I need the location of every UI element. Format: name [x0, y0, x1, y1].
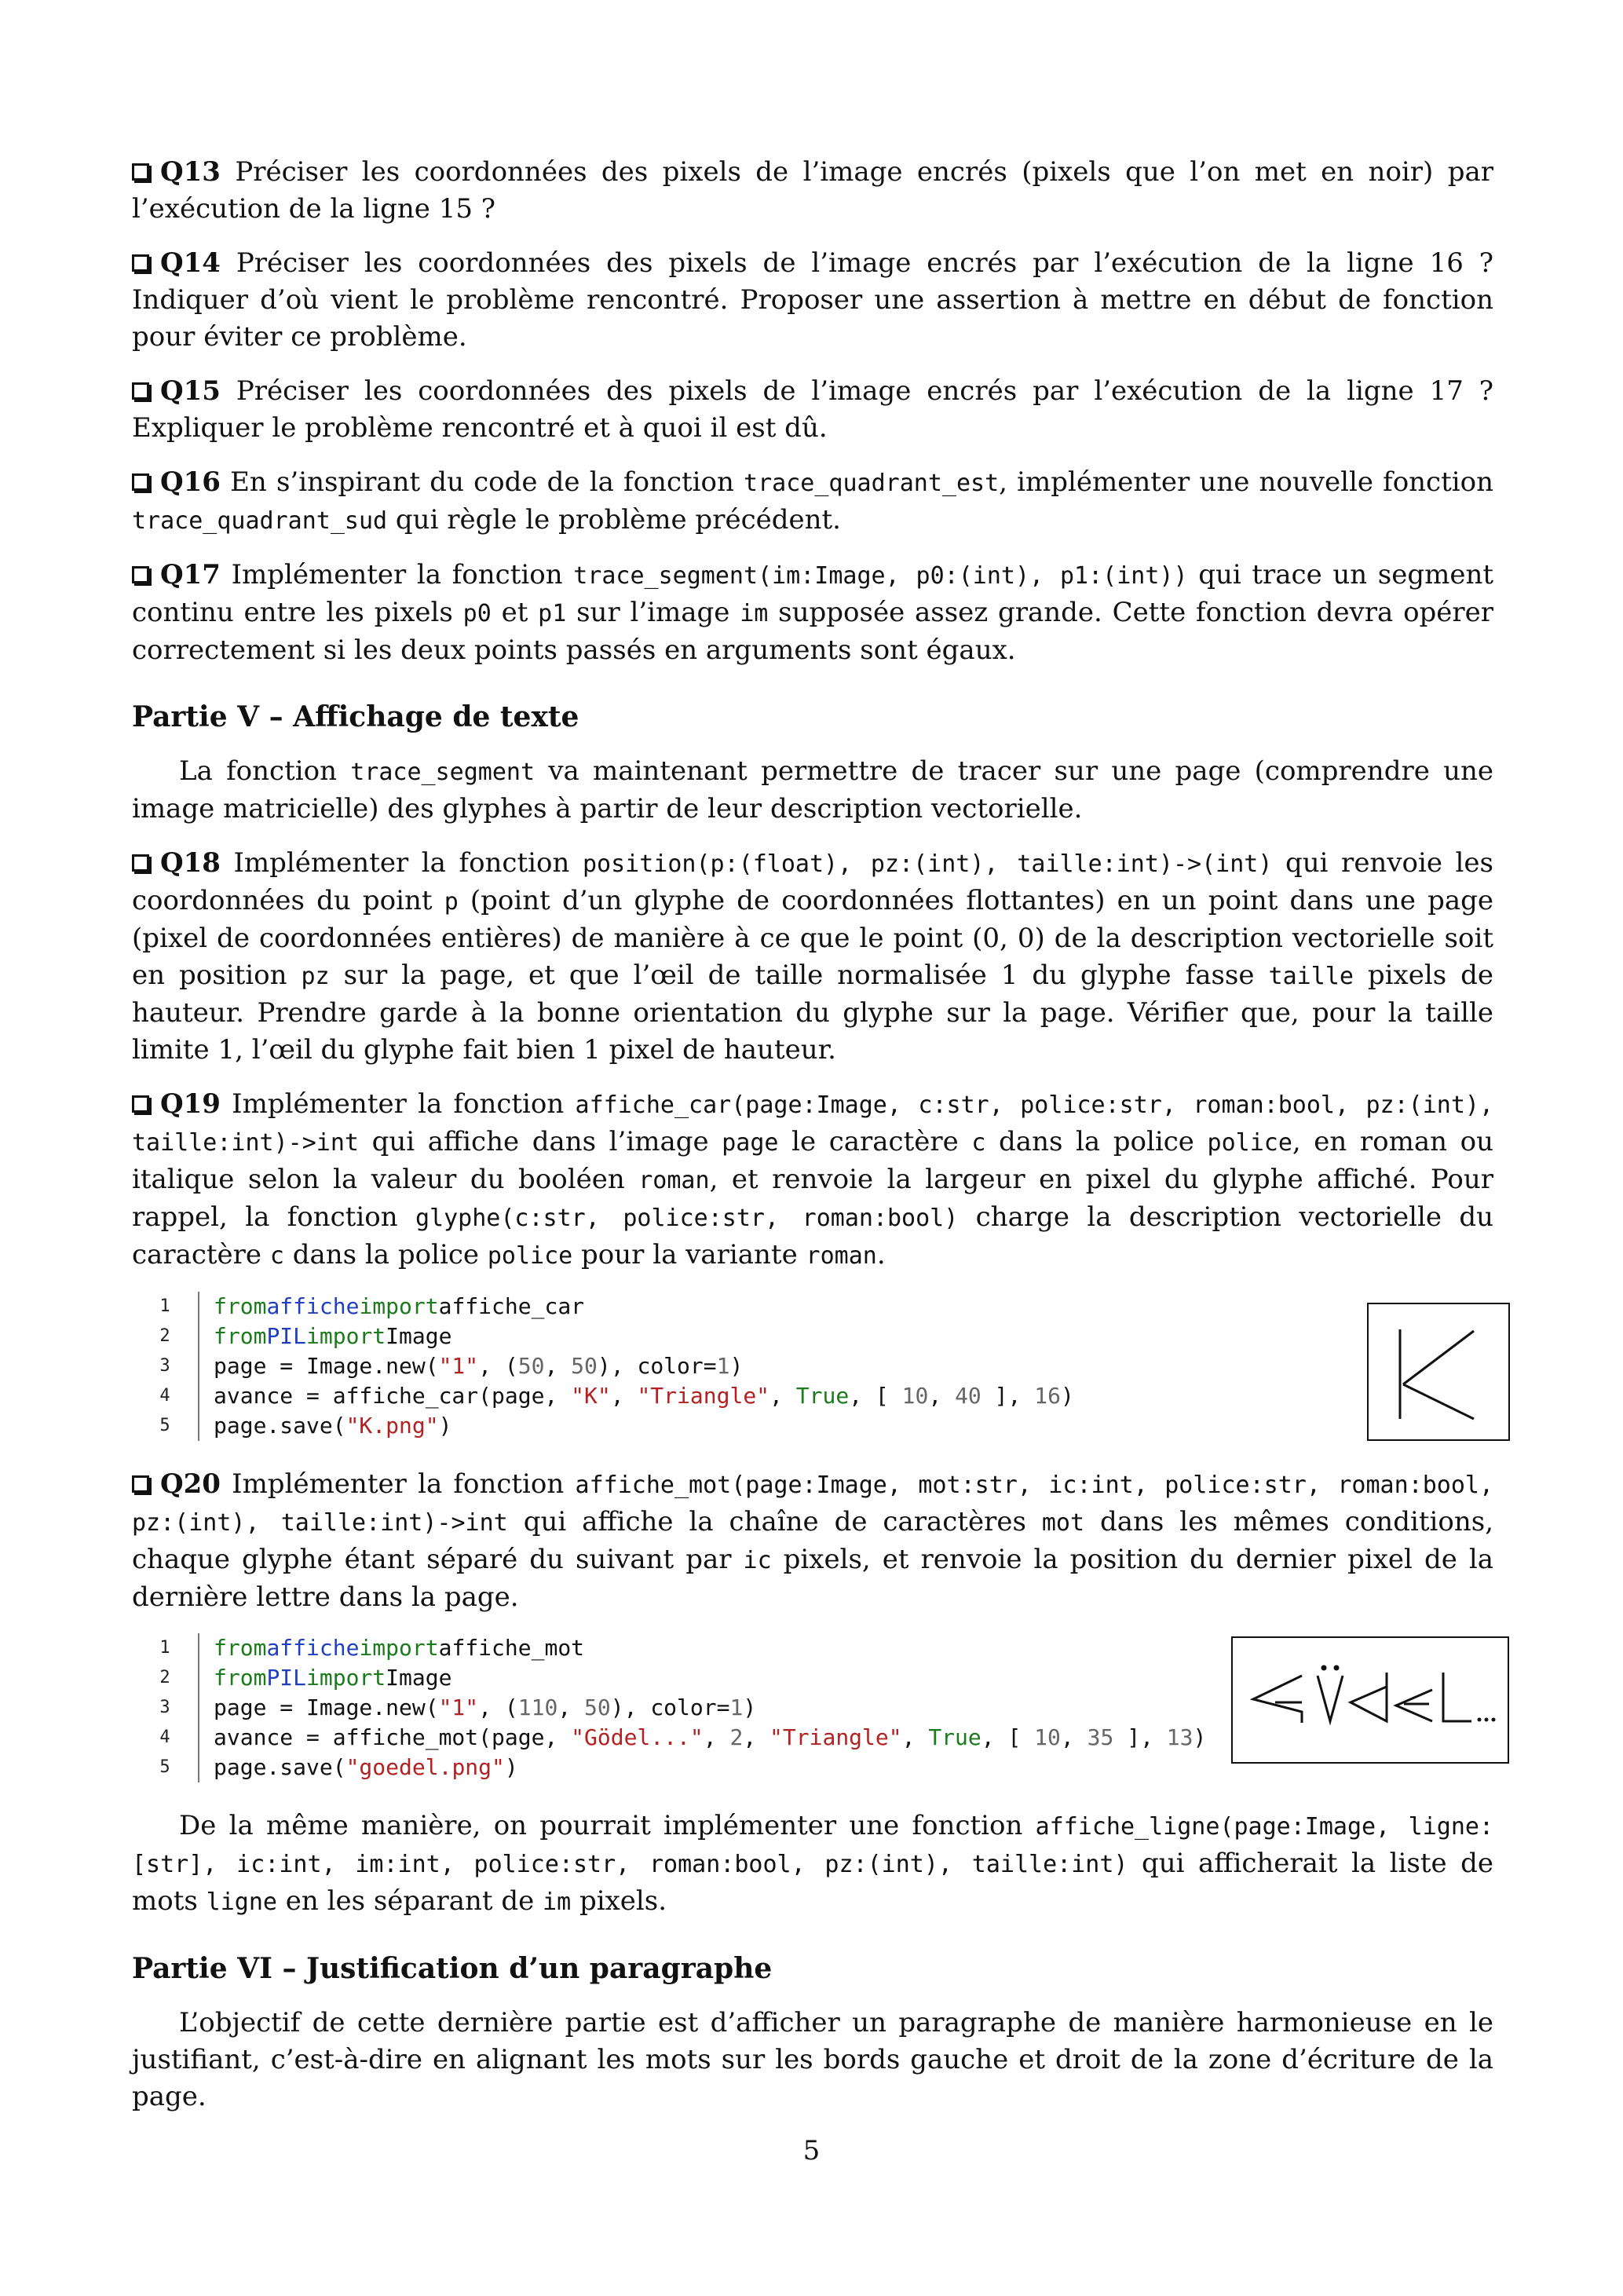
k-glyph-svg	[1369, 1304, 1508, 1439]
page-number: 5	[802, 2135, 821, 2166]
section-title-part5: Partie V – Affichage de texte	[132, 700, 579, 733]
part5-intro: La fonction trace_segment va maintenant permettre de tracer sur une page (comprendre une image matricielle) des glyphes à partir de leur description vectorielle.	[132, 755, 1493, 824]
code-listing-1: 1 from affiche import affiche_car 2 from PIL import Image 3 page = Image.new( "1" , ( 50 , 50 ), color= 1 ) 4 avance = affiche_car(page, "K" , "Triangle" , True , [ 10 , 40 ], 16 ) 5 page.save( "K.png" )	[132, 1292, 1493, 1446]
checkbox-icon	[132, 254, 149, 272]
checkbox-icon	[132, 473, 149, 491]
question-q14: Q14 Préciser les coordonnées des pixels de l’image encrés par l’exécution de la ligne 16 ? Indiquer d’où vient le problème rencontré. Proposer une assertion à mettre en début de fonction pour éviter ce problème.	[132, 247, 1494, 353]
section-title-part6: Partie VI – Justification d’un paragraphe	[132, 1952, 773, 1985]
k-glyph-image	[1367, 1303, 1510, 1441]
question-q17: Q17 Implémenter la fonction trace_segment(im:Image, p0:(int), p1:(int)) qui trace un segment continu entre les pixels p0 et p1 sur l’image im supposée assez grande. Cette fonction devra opérer correctement si les deux points passés en arguments sont égaux.	[132, 559, 1494, 666]
question-q16: Q16 En s’inspirant du code de la fonction trace_quadrant_est, implémenter une nouvelle fonction trace_quadrant_sud qui règle le problème précédent.	[132, 466, 1494, 536]
checkbox-icon	[132, 1475, 149, 1493]
checkbox-icon	[132, 566, 149, 583]
question-q13: Q13 Préciser les coordonnées des pixels de l’image encrés (pixels que l’on met en noir) par l’exécution de la ligne 15 ?	[132, 156, 1494, 225]
question-q19: Q19 Implémenter la fonction affiche_car(page:Image, c:str, police:str, roman:bool, pz:(int), taille:int)->int qui affiche dans l’image page le caractère c dans la police police, en roman ou italique selon la valeur du booléen roman, et renvoie la largeur en pixel du glyphe affiché. Pour rappel, la fonction glyphe(c:str, police:str, roman:bool) charge la description vectorielle du caractère c dans la police police pour la variante roman.	[132, 1088, 1494, 1270]
checkbox-icon	[132, 1095, 149, 1113]
checkbox-icon	[132, 163, 149, 181]
affiche-ligne-paragraph: De la même manière, on pourrait implémenter une fonction affiche_ligne(page:Image, ligne:[str], ic:int, im:int, police:str, roman:bool, pz:(int), taille:int) qui afficherait la liste de mots ligne en les séparant de im pixels.	[132, 1810, 1494, 1917]
checkbox-icon	[132, 382, 149, 400]
part6-intro: L’objectif de cette dernière partie est d’afficher un paragraphe de manière harmonieuse en le justifiant, c’est-à-dire en alignant les mots sur les bords gauche et droit de la zone d’écriture de la page.	[132, 2007, 1493, 2112]
checkbox-icon	[132, 854, 149, 872]
godel-glyph-image	[1231, 1636, 1509, 1764]
code-listing-2: 1 from affiche import affiche_mot 2 from PIL import Image 3 page = Image.new( "1" , ( 110 , 50 ), color= 1 ) 4 avance = affiche_mot(page, "Gödel..." , 2 , "Triangle" , True , [ 10 , 35 ], 13 ) 5 page.save( "goedel.png" )	[132, 1633, 1493, 1787]
question-q20: Q20 Implémenter la fonction affiche_mot(page:Image, mot:str, ic:int, police:str, roman:bool, pz:(int), taille:int)->int qui affiche la chaîne de caractères mot dans les mêmes conditions, chaque glyphe étant séparé du suivant par ic pixels, et renvoie la position du dernier pixel de la dernière lettre dans la page.	[132, 1468, 1494, 1613]
question-q18: Q18 Implémenter la fonction position(p:(float), pz:(int), taille:int)->(int) qui renvoie les coordonnées du point p (point d’un glyphe de coordonnées flottantes) en un point dans une page (pixel de coordonnées entières) de manière à ce que le point (0, 0) de la description vectorielle soit en position pz sur la page, et que l’œil de taille normalisée 1 du glyphe fasse taille pixels de hauteur. Prendre garde à la bonne orientation du glyphe sur la page. Vérifier que, pour la taille limite 1, l’œil du glyphe fait bien 1 pixel de hauteur.	[132, 847, 1494, 1066]
question-q15: Q15 Préciser les coordonnées des pixels de l’image encrés par l’exécution de la ligne 17 ? Expliquer le problème rencontré et à quoi il est dû.	[132, 375, 1494, 444]
godel-glyph-svg	[1233, 1638, 1508, 1762]
page-content	[132, 154, 1493, 2133]
